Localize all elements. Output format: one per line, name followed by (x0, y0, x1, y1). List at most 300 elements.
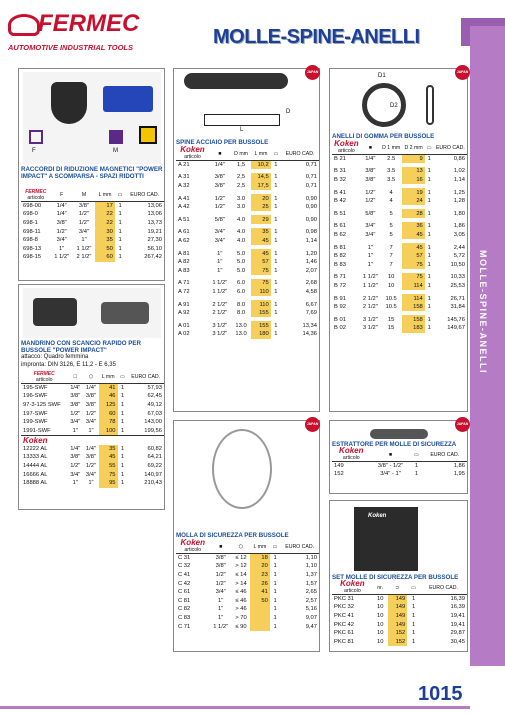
anelli-table: Koken articolo ■ D 1 mm D 2 mm ▭ EURO CAD. B 21 1/4" 2.5 9 1 0,86 B 31 3/8" 3.5 13 1 1,02 B 32 3/8" 3.5 16 1 1,14 B 41 1/2" 4 19 1 1,25 B 42 1/2" 4 24 1 1,28 B 51 5/8" 5 28 1 1,80 B 61 3/4" 5 36 1 1,86 B 62 3/4" 5 45 1 3,05 B 81 1" 7 45 1 2,44 B 82 1" 7 57 1 5,72 B 83 1" 7 75 1 10,50 B 71 1 1/2" 10 75 1 10,33 B 72 1 1/2" 10 114 1 25,53 B 91 2 1/2" 10.5 114 1 26,71 B 92 2 1/2" 10.5 158 1 31,84 B 01 3 1/2" 15 158 1 145,76 B 02 3 1/2" 15 183 1 149,67 (334, 139, 465, 332)
table-cell: B 31 (334, 168, 346, 175)
table-cell: 1,5 (237, 162, 246, 169)
mandrino-impronta: impronta: DIN 3126, E 11,2 - E 6,35 (21, 362, 116, 368)
table-cell: 75 (402, 260, 424, 269)
table-cell: 1 (118, 211, 122, 218)
table-cell: 13333 AL (23, 454, 48, 461)
table-cell: 1,80 (453, 210, 465, 217)
table-cell: 1 (120, 427, 125, 434)
table-cell: 1 (120, 410, 125, 417)
table-cell: ≤ 90 (235, 623, 247, 630)
table-cell: 50 (250, 596, 270, 605)
table-cell: 1" (218, 597, 224, 604)
molla-title: MOLLA DI SICUREZZA PER BUSSOLE (176, 532, 289, 539)
table-cell: > 12 (235, 563, 247, 570)
table-cell: 1 (411, 604, 416, 611)
table-cell: 29 (251, 215, 270, 224)
table-cell: 1 (427, 210, 431, 217)
table-cell: 12222 AL (23, 445, 48, 452)
japan-sticker: JAPAN (305, 417, 320, 432)
table-cell: 143,00 (144, 419, 162, 426)
table-cell: 1 (273, 589, 277, 596)
table-row (21, 418, 164, 427)
table-cell: 3/8" (215, 563, 226, 570)
table-row (332, 462, 467, 471)
table-row (332, 282, 467, 291)
table-cell: 1,86 (453, 223, 465, 230)
table-row (176, 215, 319, 224)
table-row (332, 324, 467, 333)
table-cell: A 81 (178, 250, 190, 257)
table-cell: B 82 (334, 253, 346, 260)
table-cell: 210,43 (144, 480, 162, 487)
table-cell: 1 (273, 623, 277, 630)
table-row (332, 231, 467, 240)
table-cell: A 71 (178, 280, 190, 287)
table-cell: 1,57 (305, 580, 317, 587)
table-cell: 78 (99, 418, 118, 427)
table-cell: 3/4" - 1" (380, 471, 401, 478)
table-cell: 155 (251, 309, 270, 318)
table-cell: 16,39 (450, 604, 465, 611)
table-cell: 1 (120, 401, 125, 408)
brand-name: FERMEC (38, 10, 140, 37)
pin-image (184, 73, 288, 89)
table-cell: 149 (388, 595, 408, 604)
table-cell: 75 (99, 470, 118, 479)
estrattore-section (329, 420, 468, 494)
table-cell: 1 (427, 189, 431, 196)
table-cell: 2,68 (305, 280, 317, 287)
koken-logo: Koken (339, 446, 364, 455)
table-cell: 3/8" (365, 176, 376, 183)
table-cell: 97-3-125 SWF (23, 401, 61, 408)
table-cell: 26 (250, 579, 270, 588)
col-euro: EURO CAD. (430, 451, 460, 458)
col-euro: EURO CAD. (285, 543, 315, 550)
table-cell: 1 (427, 231, 431, 238)
table-cell: 5/8" (214, 216, 225, 223)
col-nr: nr. (377, 584, 384, 591)
table-cell: 35 (95, 236, 115, 245)
table-row (176, 258, 319, 267)
table-cell: 60,82 (147, 445, 162, 452)
table-cell: 180 (251, 330, 270, 339)
table-cell: 1 1/2" (362, 282, 378, 289)
table-cell: C 41 (178, 571, 191, 578)
table-cell: 10 (387, 274, 395, 281)
table-cell: 13.0 (235, 331, 247, 338)
table-row (332, 188, 467, 197)
table-cell: 1/2" (85, 463, 97, 470)
table-cell: A 02 (178, 331, 190, 338)
table-cell: A 92 (178, 310, 190, 317)
label-m: M (113, 148, 118, 154)
col-square-icon: ■ (368, 144, 372, 151)
table-cell: 29,87 (450, 630, 465, 637)
table-row (21, 401, 164, 410)
table-cell: 1,10 (305, 563, 317, 570)
table-cell: 1 (411, 621, 416, 628)
table-cell: 1 (118, 254, 122, 261)
table-cell: 1,25 (453, 189, 465, 196)
table-cell: A 32 (178, 182, 190, 189)
table-cell: 2.5 (387, 156, 396, 163)
table-cell: 2,07 (305, 267, 317, 274)
table-row (21, 409, 164, 418)
table-cell: 196-SWF (23, 393, 48, 400)
table-cell: 13,73 (147, 219, 162, 226)
table-cell: 100 (99, 426, 118, 435)
table-cell: 195-SWF (23, 385, 48, 392)
table-cell: 197-SWF (23, 410, 48, 417)
table-cell: 24 (402, 197, 424, 206)
table-cell: B 61 (334, 223, 346, 230)
table-cell: 1 (427, 325, 431, 332)
table-cell: 0,98 (305, 229, 317, 236)
table-cell: C 81 (178, 597, 191, 604)
table-cell: 14,36 (302, 331, 317, 338)
col-m: M (81, 192, 87, 198)
table-row (176, 288, 319, 297)
table-cell: 1 (274, 288, 278, 295)
table-cell: 1 (118, 245, 122, 252)
col-square-icon: ■ (219, 543, 223, 550)
table-cell: 67,03 (147, 410, 162, 417)
table-cell: 2 1/2" (76, 254, 92, 261)
table-cell: 1 (411, 630, 416, 637)
table-row (21, 462, 164, 471)
table-cell: C 32 (178, 563, 191, 570)
table-cell: 158 (402, 303, 424, 312)
table-cell: PKC 61 (334, 630, 354, 637)
table-cell: 3/4" (56, 237, 67, 244)
raccordi-section (18, 68, 165, 281)
table-row (332, 595, 467, 604)
table-cell: 50 (95, 244, 115, 253)
table-cell: 1 (427, 244, 431, 251)
japan-sticker: JAPAN (455, 417, 470, 432)
table-cell: 1 (427, 304, 431, 311)
table-cell: 1 (274, 174, 278, 181)
table-cell: 10 (376, 612, 384, 619)
table-cell: 25,53 (450, 282, 465, 289)
table-cell: 1 (427, 198, 431, 205)
table-cell: 5 (389, 223, 393, 230)
table-cell: 30 (95, 227, 115, 236)
table-cell: 30,45 (450, 638, 465, 645)
table-cell: 3/8" (215, 555, 226, 562)
table-cell: 698-11 (23, 228, 41, 235)
table-cell: 1 (427, 253, 431, 260)
set-box-image (354, 507, 418, 571)
table-cell: 1 1/2" (362, 274, 378, 281)
table-cell: 20 (251, 194, 270, 203)
table-cell: 3 1/2" (362, 316, 378, 323)
mandrino-image (23, 288, 161, 338)
molla-table: Koken articolo ■ ⬡ L mm ▭ EURO CAD. C 31 3/8" ≤ 12 18 1 1,10 C 32 3/8" > 12 20 1 1,10 C 41 1/2" ≤ 14 23 1 1,37 C 42 1/2" > 14 26 1 1,57 C 61 3/4" ≤ 46 41 1 2,65 C 81 1" ≤ 46 50 1 2,57 C 82 1" > 46 1 5,16 C 83 1" > 70 1 9,07 C 71 1 1/2" ≤ 90 1 9,47 (178, 538, 317, 630)
table-cell: 17 (95, 202, 115, 211)
table-cell: 3/8" (56, 219, 67, 226)
table-row (176, 605, 319, 614)
table-cell: 149 (388, 612, 408, 621)
side-label: MOLLE-SPINE-ANELLI (478, 250, 488, 374)
table-cell: 41 (99, 384, 118, 393)
table-cell: 3/8" (214, 182, 225, 189)
mandrino-section (18, 284, 165, 510)
table-row (332, 167, 467, 176)
table-row (176, 614, 319, 623)
koken-logo: Koken (23, 435, 48, 445)
col-square-icon: ■ (388, 451, 393, 458)
col-box-icon: ▭ (426, 144, 432, 151)
gear-icon (8, 14, 40, 36)
table-cell: 35 (99, 445, 118, 454)
table-cell: 1 (274, 331, 278, 338)
table-cell: 45 (402, 231, 424, 240)
table-cell: 22 (95, 210, 115, 219)
table-cell: PKC 42 (334, 621, 354, 628)
table-cell: 8.0 (237, 310, 246, 317)
col-euro: EURO CAD. (285, 150, 315, 157)
table-cell: 1 (274, 162, 278, 169)
table-cell: 1" (72, 480, 78, 487)
table-cell: 1 (274, 204, 278, 211)
table-cell (250, 614, 270, 623)
table-cell: 1 (118, 228, 122, 235)
table-cell: A 91 (178, 301, 190, 308)
table-cell: 3/8" (70, 454, 81, 461)
table-row (332, 176, 467, 185)
table-cell: 4.0 (237, 216, 246, 223)
table-cell: A 51 (178, 216, 190, 223)
table-cell: 5,72 (453, 253, 465, 260)
table-row (332, 294, 467, 303)
table-cell: 3/4" (365, 231, 376, 238)
table-cell: 149 (388, 620, 408, 629)
col-euro: EURO CAD. (131, 374, 161, 380)
table-cell: 1/2" (78, 219, 90, 226)
table-cell: 2,57 (305, 597, 317, 604)
table-cell: 1/4" (56, 211, 67, 218)
table-cell: 1" (367, 253, 374, 260)
table-cell: 1 (273, 580, 277, 587)
table-cell: 18888 AL (23, 480, 48, 487)
table-cell: 114 (402, 282, 424, 291)
table-cell: 199-SWF (23, 419, 48, 426)
table-cell: C 82 (178, 606, 191, 613)
table-cell: B 72 (334, 282, 346, 289)
o-ring-diagram (362, 83, 406, 127)
table-cell: 46 (99, 392, 118, 401)
table-cell: A 42 (178, 204, 190, 211)
table-cell: 1 (273, 571, 277, 578)
table-cell: 3.5 (387, 176, 396, 183)
table-cell: 45 (251, 237, 270, 246)
table-cell: 1 (427, 316, 431, 323)
table-cell: A 83 (178, 267, 190, 274)
chuck-bit-icon (101, 302, 149, 324)
table-cell: 36 (402, 222, 424, 231)
table-cell: 3.5 (387, 168, 396, 175)
magnet-icon (139, 126, 157, 144)
table-cell: B 32 (334, 176, 346, 183)
table-row (332, 612, 467, 621)
estrattore-table: Koken articolo ■ ▭ EURO CAD. 149 3/8" - 1/2" 1 1,86 152 3/4" - 1" 1 1,95 (334, 446, 465, 478)
table-cell: A 82 (178, 259, 190, 266)
footer-bar (0, 706, 470, 709)
table-cell: 25 (251, 203, 270, 212)
table-cell: 0,71 (305, 162, 317, 169)
col-l: L mm (101, 374, 115, 380)
table-cell: 13,06 (147, 203, 162, 210)
table-cell: > 70 (235, 614, 247, 621)
table-cell: 1/2" (214, 204, 225, 211)
table-cell: 1 1/2" (212, 280, 228, 287)
table-cell: 1/2" (56, 228, 67, 235)
table-cell: 55 (99, 462, 118, 471)
table-cell: 1 (274, 250, 278, 257)
table-cell: 1 (427, 295, 431, 302)
table-cell: 1 (120, 419, 125, 426)
anelli-section (329, 68, 468, 412)
table-cell: B 71 (334, 274, 346, 281)
table-cell: 0,90 (305, 195, 317, 202)
table-cell: 3/4" (85, 419, 97, 426)
table-cell: 3/4" (214, 229, 225, 236)
table-cell: ≤ 46 (235, 589, 247, 596)
spine-table: Koken articolo ■ D mm L mm ▭ EURO CAD. A 21 1/4" 1,5 10,2 1 0,71 A 31 3/8" 2,5 14,5 1 0,71 A 32 3/8" 2,5 17,5 1 0,71 A 41 1/2" 3.0 20 1 0,90 A 42 1/2" 3.0 25 1 0,90 A 51 5/8" 4.0 29 1 0,90 A 61 3/4" 4.0 35 1 0,98 A 62 3/4" 4.0 45 1 1,14 A 81 1" 5.0 45 1 1,20 A 82 1" 5.0 57 1 1,46 A 83 1" 5.0 75 1 2,07 A 71 1 1/2" 6.0 75 1 2,68 A 72 1 1/2" 6.0 110 1 4,58 A 91 2 1/2" 8.0 110 1 6,67 A 92 2 1/2" 8.0 155 1 7,69 A 01 3 1/2" 13.0 155 1 13,34 A 02 3 1/2" 13.0 180 1 14,36 (178, 145, 317, 338)
table-cell: 1 (273, 597, 277, 604)
table-cell: 6.0 (237, 280, 246, 287)
table-cell: 1 (274, 310, 278, 317)
table-cell: 110 (251, 288, 270, 297)
table-cell: 4 (389, 189, 393, 196)
table-cell: 1/2" (70, 410, 81, 417)
table-cell: 1 (411, 638, 416, 645)
table-cell: C 61 (178, 589, 191, 596)
table-cell: 3/8" (70, 393, 81, 400)
table-cell: 1 (120, 471, 125, 478)
table-cell: 3.0 (237, 204, 246, 211)
table-cell: 1/4" (365, 156, 376, 163)
table-cell: 1,86 (453, 463, 465, 470)
table-row (332, 155, 467, 164)
table-cell: 1 (120, 480, 125, 487)
table-cell: 10,33 (450, 274, 465, 281)
table-cell: B 92 (334, 304, 346, 311)
table-cell: 2 1/2" (212, 310, 228, 317)
table-cell: 1/2" (365, 198, 376, 205)
spine-section (173, 68, 320, 412)
koken-logo: Koken (340, 579, 365, 588)
table-cell: 1,10 (305, 555, 317, 562)
table-cell: 1 (274, 322, 278, 329)
table-cell: 1" (217, 259, 223, 266)
table-cell: 3/4" (85, 471, 97, 478)
table-cell: 3/4" (215, 589, 226, 596)
table-cell: 1,28 (453, 198, 465, 205)
table-row (332, 637, 467, 646)
table-row (332, 252, 467, 261)
table-cell: 15 (387, 325, 395, 332)
col-f: F (60, 192, 64, 198)
table-cell: 1 1/2" (76, 245, 92, 252)
table-cell: 9 (402, 155, 424, 164)
table-cell: 1 (411, 596, 416, 603)
table-cell: 2 1/2" (212, 301, 228, 308)
table-row (332, 315, 467, 324)
table-cell: B 81 (334, 244, 346, 251)
table-cell: 1/2" (365, 189, 376, 196)
table-cell: 114 (402, 294, 424, 303)
table-cell: 698-8 (23, 237, 38, 244)
fermec-mini-logo: FERMEC articolo (25, 189, 47, 201)
table-row (21, 227, 164, 236)
pin-diagram (204, 114, 280, 126)
table-cell: A 61 (178, 229, 190, 236)
table-cell: 1" (88, 427, 94, 434)
table-cell: B 02 (334, 325, 346, 332)
table-cell: 1 (274, 259, 278, 266)
table-cell: 10 (376, 638, 384, 645)
chuck-icon (33, 298, 77, 326)
table-row (176, 194, 319, 203)
table-row (176, 579, 319, 588)
table-cell: 152 (388, 637, 408, 646)
table-cell: 145,76 (447, 316, 465, 323)
table-cell: 10.5 (385, 304, 397, 311)
table-row (332, 260, 467, 269)
table-row (176, 228, 319, 237)
table-cell: PKC 41 (334, 612, 354, 619)
table-cell: 1/4" (214, 162, 225, 169)
table-cell: 75 (402, 273, 424, 282)
col-extractor-icon: ⊃ (395, 584, 400, 591)
estrattore-title: ESTRATTORE PER MOLLE DI SICUREZZA (332, 441, 457, 448)
table-cell: 18 (250, 554, 270, 563)
table-cell: 1" (81, 237, 87, 244)
table-cell: 4.0 (237, 237, 246, 244)
table-cell: 1/4" (85, 445, 97, 452)
table-cell: 698-00 (23, 203, 42, 210)
table-cell: 1/4" (85, 385, 97, 392)
table-cell: 1" (367, 261, 374, 268)
table-cell: 1,20 (305, 250, 317, 257)
table-row (21, 470, 164, 479)
table-cell: 69,22 (147, 463, 162, 470)
table-cell: 1/4" (56, 203, 67, 210)
table-row (332, 243, 467, 252)
dim-d2: D2 (390, 103, 398, 109)
table-row (176, 300, 319, 309)
table-cell: 1" (367, 244, 374, 251)
table-cell: > 46 (235, 606, 247, 613)
table-cell: 8.0 (237, 301, 246, 308)
table-cell: 7 (389, 253, 393, 260)
table-row (21, 253, 164, 262)
table-cell: 0,71 (305, 182, 317, 189)
table-cell: 1/2" (85, 410, 97, 417)
table-cell: 3/4" (70, 471, 81, 478)
col-euro: EURO CAD. (130, 192, 160, 198)
table-cell: 6.0 (237, 288, 246, 295)
table-cell: 5.0 (237, 267, 246, 274)
col-l: L mm (253, 543, 267, 550)
table-cell: 2,5 (237, 182, 246, 189)
table-cell: 698-13 (23, 245, 42, 252)
table-cell: B 01 (334, 316, 346, 323)
table-cell: 125 (99, 401, 118, 410)
